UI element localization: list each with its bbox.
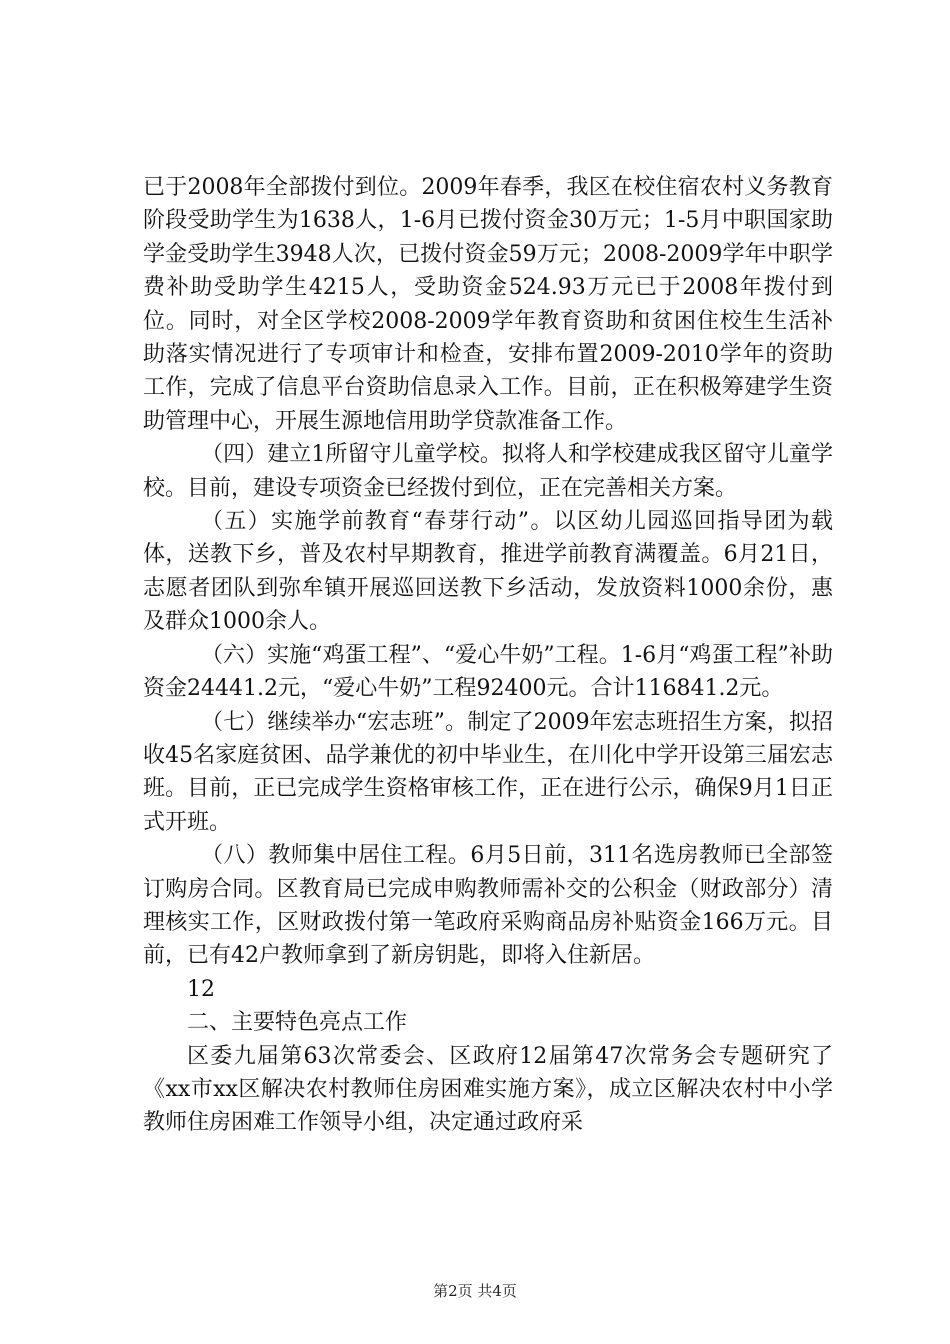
paragraph-egg-milk-project: （六）实施“鸡蛋工程”、“爱心牛奶”工程。1-6月“鸡蛋工程”补助资金24441.2元，“爱心牛奶”工程92400元。合计116841.2元。 <box>143 642 833 702</box>
paragraph-teacher-housing: （八）教师集中居住工程。6月5日前，311名选房教师已全部签订购房合同。区教育局已完成申购教师需补交的公积金（财政部分）清理核实工作，区财政拨付第一笔政府采购商品房补贴资金166万元。目前，已有42户教师拿到了新房钥匙，即将入住新居。 <box>143 843 833 969</box>
section-heading-highlights: 二、主要特色亮点工作 <box>187 1010 408 1036</box>
document-body <box>143 171 833 1140</box>
paragraph-spring-bud-action: （五）实施学前教育“春芽行动”。以区幼儿园巡回指导团为载体，送教下乡，普及农村早期教育，推进学前教育满覆盖。6月21日，志愿者团队到弥牟镇开展巡回送教下乡活动，发放资料1000余份，惠及群众1000余人。 <box>143 509 833 635</box>
paragraph-highlights-body: 区委九届第63次常委会、区政府12届第47次常务会专题研究了《xx市xx区解决农村教师住房困难实施方案》，成立区解决农村中小学教师住房困难工作领导小组，决定通过政府采 <box>143 1043 833 1136</box>
paragraph-number: 12 <box>187 976 215 1002</box>
paragraph-funding-summary: 已于2008年全部拨付到位。2009年春季，我区在校住宿农村义务教育阶段受助学生为1638人，1-6月已拨付资金30万元；1-5月中职国家助学金受助学生3948人次，已拨付资金59万元；2008-2009学年中职学费补助受助学生4215人，受助资金524.93万元已于2008年拨付到位。同时，对全区学校2008-2009学年教育资助和贫困住校生生活补助落实情况进行了专项审计和检查，安排布置2009-2010学年的资助工作，完成了信息平台资助信息录入工作。目前，正在积极筹建学生资助管理中心，开展生源地信用助学贷款准备工作。 <box>143 175 833 434</box>
paragraph-left-behind-school: （四）建立1所留守儿童学校。拟将人和学校建成我区留守儿童学校。目前，建设专项资金已经拨付到位，正在完善相关方案。 <box>143 442 833 501</box>
paragraph-hongzhi-class: （七）继续举办“宏志班”。制定了2009年宏志班招生方案，拟招收45名家庭贫困、品学兼优的初中毕业生，在川化中学开设第三届宏志班。目前，正已完成学生资格审核工作，正在进行公示，确保9月1日正式开班。 <box>143 709 833 835</box>
page-footer: 第2页 共4页 <box>433 1282 517 1300</box>
